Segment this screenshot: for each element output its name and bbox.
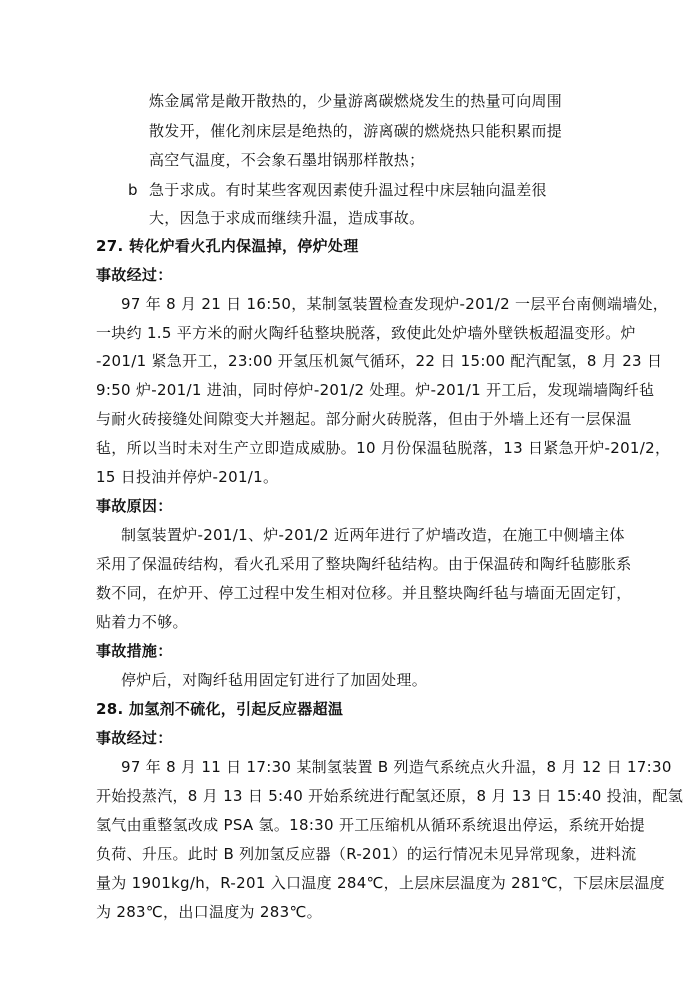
intro-line-2: 散发开，催化剂床层是绝热的，游离碳的燃烧热只能积累而提 xyxy=(149,122,563,140)
section-27-cause-line-2: 采用了保温砖结构，看火孔采用了整块陶纤毡结构。由于保温砖和陶纤毡膨胀系 xyxy=(96,555,632,573)
section-27-process-line-1: 97 年 8 月 21 日 16:50，某制氢装置检查发现炉-201/2 一层平台南侧端墙处， xyxy=(121,295,669,313)
section-28-process-line-3: 氢气由重整氢改成 PSA 氢。18:30 开工压缩机从循环系统退出停运，系统开始提 xyxy=(96,816,645,834)
section-28-process-line-6: 为 283℃，出口温度为 283℃。 xyxy=(96,903,322,921)
section-27-process-line-6: 毡，所以当时未对生产立即造成威胁。10 月份保温毡脱落，13 日紧急开炉-201/2， xyxy=(96,439,671,457)
section-28-heading: 28. 加氢剂不硫化，引起反应器超温 xyxy=(96,700,344,718)
section-27-cause-line-4: 贴着力不够。 xyxy=(96,613,188,631)
bullet-b-marker: b xyxy=(128,181,138,199)
section-27-cause-line-1: 制氢装置炉-201/1、炉-201/2 近两年进行了炉墙改造，在施工中侧墙主体 xyxy=(121,526,625,544)
bullet-b-line-2: 大，因急于求成而继续升温，造成事故。 xyxy=(149,209,425,227)
section-28-process-line-1: 97 年 8 月 11 日 17:30 某制氢装置 B 列造气系统点火升温，8 月 12 日 17:30 xyxy=(121,758,672,776)
section-28-process-line-4: 负荷、升压。此时 B 列加氢反应器（R-201）的运行情况未见异常现象，进料流 xyxy=(96,845,637,863)
section-27-process-label: 事故经过： xyxy=(96,266,173,284)
section-27-cause-line-3: 数不同，在炉开、停工过程中发生相对位移。并且整块陶纤毡与墙面无固定钉， xyxy=(96,584,632,602)
intro-line-1: 炼金属常是敞开散热的，少量游离碳燃烧发生的热量可向周围 xyxy=(149,92,563,110)
section-27-cause-label: 事故原因： xyxy=(96,497,173,515)
section-27-process-line-7: 15 日投油并停炉-201/1。 xyxy=(96,468,279,486)
section-27-measure-label: 事故措施： xyxy=(96,642,173,660)
section-27-process-line-5: 与耐火砖接缝处间隙变大并翘起。部分耐火砖脱落，但由于外墙上还有一层保温 xyxy=(96,410,632,428)
section-27-process-line-4: 9:50 炉-201/1 进油，同时停炉-201/2 处理。炉-201/1 开工后，发现端墙陶纤毡 xyxy=(96,381,655,399)
section-27-measure-line-1: 停炉后，对陶纤毡用固定钉进行了加固处理。 xyxy=(121,671,428,689)
section-27-heading: 27. 转化炉看火孔内保温掉，停炉处理 xyxy=(96,237,359,255)
section-28-process-line-5: 量为 1901kg/h，R-201 入口温度 284℃，上层床层温度为 281℃，下层床层温度 xyxy=(96,874,665,892)
intro-line-3: 高空气温度，不会象石墨坩锅那样散热； xyxy=(149,151,425,169)
section-27-process-line-3: -201/1 紧急开工，23:00 开氢压机氮气循环，22 日 15:00 配汽配氢，8 月 23 日 xyxy=(96,352,663,370)
section-27-process-line-2: 一块约 1.5 平方米的耐火陶纤毡整块脱落，致使此处炉墙外壁铁板超温变形。炉 xyxy=(96,324,636,342)
bullet-b-line-1: 急于求成。有时某些客观因素使升温过程中床层轴向温差很 xyxy=(149,181,547,199)
section-28-process-line-2: 开始投蒸汽，8 月 13 日 5:40 开始系统进行配氢还原，8 月 13 日 15:40 投油，配氢 xyxy=(96,787,684,805)
section-28-process-label: 事故经过： xyxy=(96,729,173,747)
